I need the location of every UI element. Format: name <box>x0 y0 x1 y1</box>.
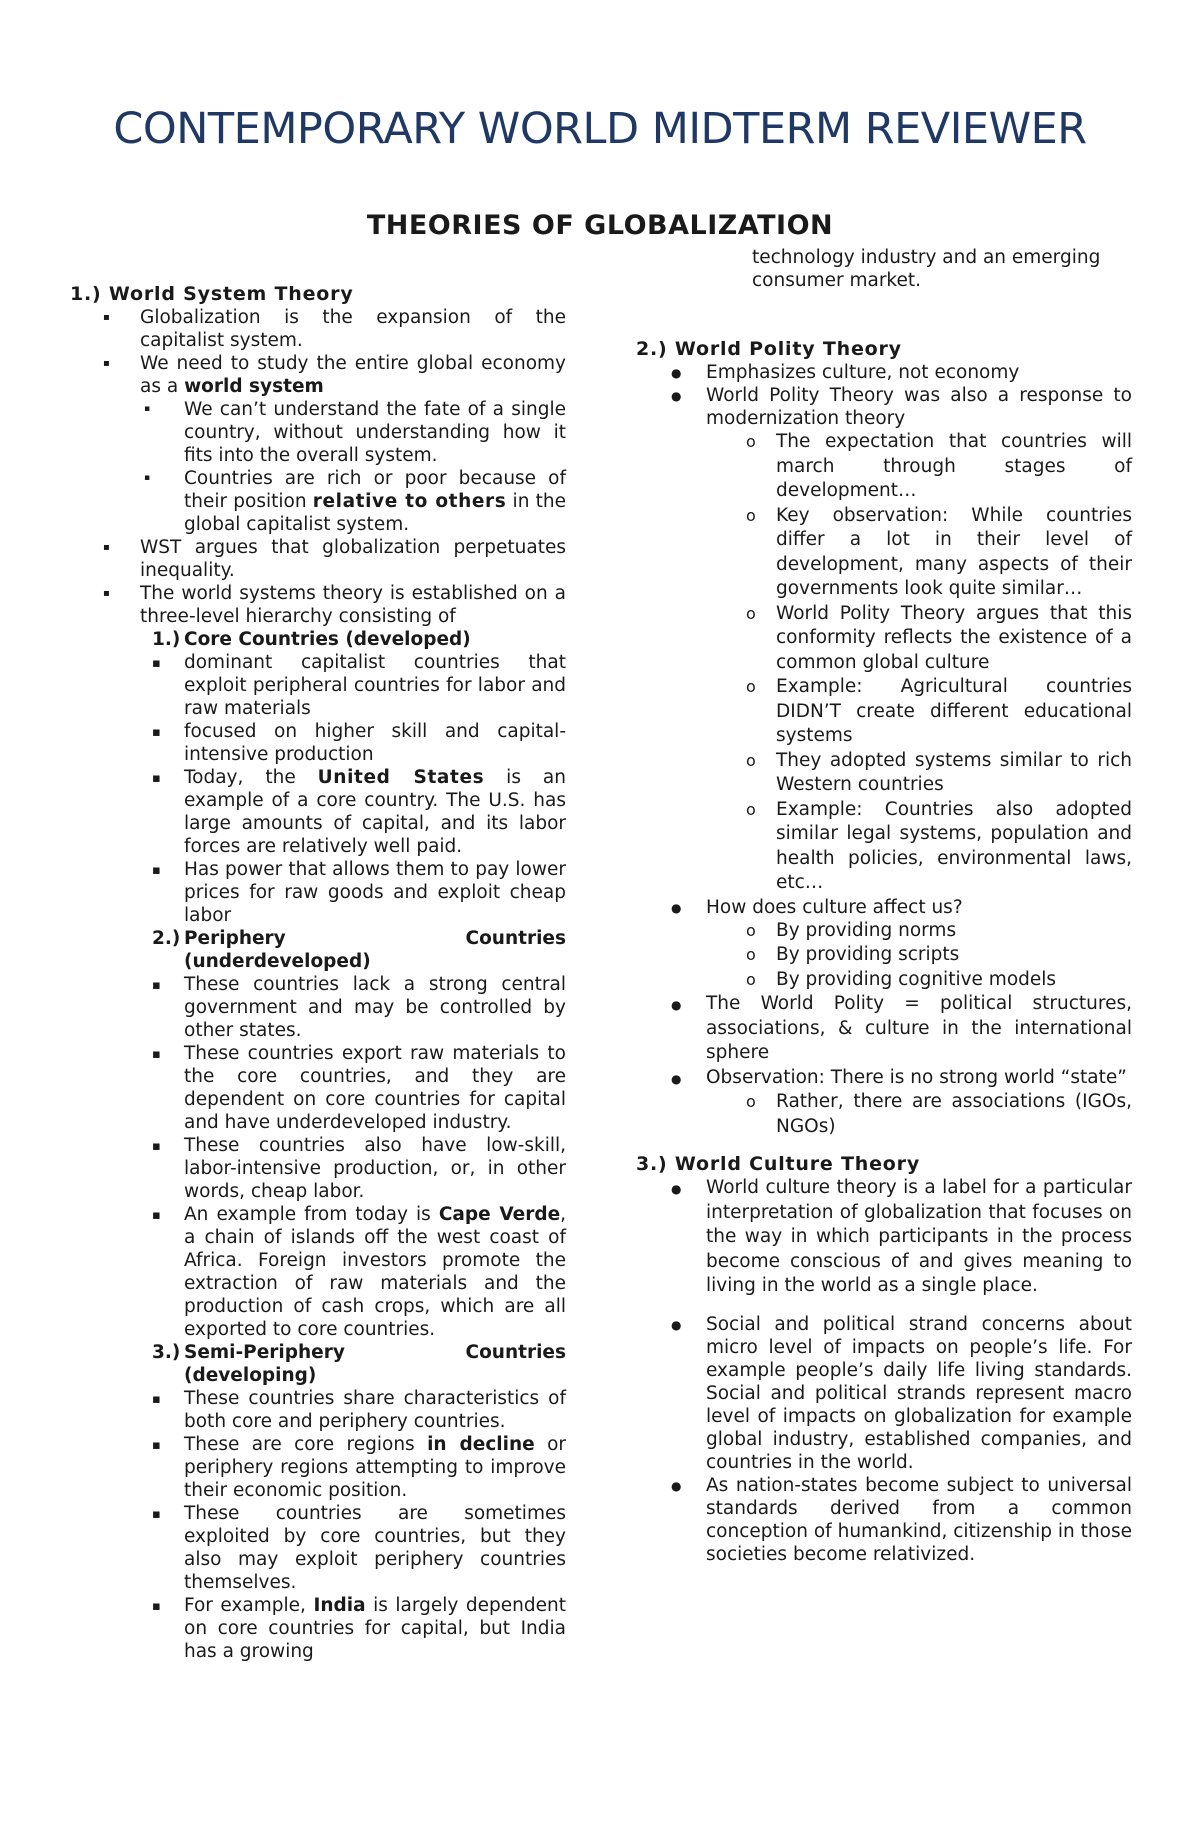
nested-list <box>636 919 1132 993</box>
list-item: ▪ For example, India is largely dependent on core countries for capital, but India has a growing <box>140 1594 566 1663</box>
nested-list <box>636 1090 1132 1139</box>
list-item: ▪ These countries are sometimes exploited by core countries, but they also may exploit periphery countries themselves. <box>140 1502 566 1594</box>
continued-text: technology industry and an emerging consumer market. <box>752 247 1101 291</box>
list-item: ▪ Countries are rich or poor because of their position relative to others in the global capitalist system. <box>184 467 566 536</box>
list-item: o World Polity Theory argues that this conformity reflects the existence of a common global culture <box>706 602 1132 676</box>
list-item: ▪ These countries also have low-skill, labor-intensive production, or, in other words, cheap labor. <box>140 1134 566 1203</box>
list-item: o By providing norms <box>706 919 1132 944</box>
semi-periphery-countries-list <box>140 1387 566 1663</box>
section-title: THEORIES OF GLOBALIZATION <box>366 210 834 241</box>
nested-list <box>636 430 1132 896</box>
list-item: ● How does culture affect us? o By providing norms o By providing scripts o By providing cognitive models <box>636 896 1132 993</box>
list-item: ▪ dominant capitalist countries that exploit peripheral countries for labor and raw materials <box>140 651 566 720</box>
right-column <box>636 246 1132 1566</box>
list-item: o By providing scripts <box>706 943 1132 968</box>
world-culture-theory-list <box>636 1176 1132 1566</box>
world-system-theory-list <box>70 306 566 628</box>
list-item: ▪ Has power that allows them to pay lower prices for raw goods and exploit cheap labor <box>140 858 566 927</box>
list-item: ● The World Polity = political structures, associations, & culture in the international sphere <box>636 992 1132 1066</box>
list-item: ▪ These are core regions in decline or periphery regions attempting to improve their economic position. <box>140 1433 566 1502</box>
list-item: ▪ These countries export raw materials to the core countries, and they are dependent on core countries for capital and have underdeveloped industry. <box>140 1042 566 1134</box>
world-culture-theory-heading: 3.) World Culture Theory <box>636 1153 921 1175</box>
list-item: ● As nation-states become subject to universal standards derived from a common conception of humankind, citizenship in those societies become relativized. <box>636 1474 1132 1566</box>
hierarchy-block <box>70 628 566 1663</box>
list-item: ● Emphasizes culture, not economy <box>636 361 1132 384</box>
list-item: ▪ These countries share characteristics of both core and periphery countries. <box>140 1387 566 1433</box>
world-system-theory-heading: 1.) World System Theory <box>70 283 354 305</box>
list-item: ▪ We need to study the entire global economy as a world system ▪ We can’t understand the fate of a single country, without understanding how it fits into the overall system. ▪ Countries are rich or poor because of their position relative to others in the global capitalist system. <box>70 352 566 536</box>
list-item: o They adopted systems similar to rich Western countries <box>706 749 1132 798</box>
core-countries-heading: 1.) Core Countries (developed) <box>152 629 471 650</box>
semi-periphery-countries-heading: 3.) Semi-Periphery Countries (developing) <box>152 1342 566 1386</box>
list-item: o Example: Agricultural countries DIDN’T create different educational systems <box>706 675 1132 749</box>
list-item: ● Social and political strand concerns about micro level of impacts on people’s life. For example people’s daily life living standards. Social and political strands represent macro level of impacts on globalization for example global industry, established companies, and countries in the world. <box>636 1313 1132 1474</box>
list-item: o Example: Countries also adopted similar legal systems, population and health policies, environmental laws, etc… <box>706 798 1132 896</box>
list-item: ▪ These countries lack a strong central government and may be controlled by other states. <box>140 973 566 1042</box>
list-item: ▪ An example from today is Cape Verde, a chain of islands off the west coast of Africa. Foreign investors promote the extraction of raw materials and the production of cash crops, which are all exported to core countries. <box>140 1203 566 1341</box>
list-item: o By providing cognitive models <box>706 968 1132 993</box>
list-item: ● Observation: There is no strong world “state” o Rather, there are associations (IGOs, NGOs) <box>636 1066 1132 1140</box>
list-item: ▪ WST argues that globalization perpetuates inequality. <box>70 536 566 582</box>
core-countries-list <box>140 651 566 927</box>
list-item: ▪ We can’t understand the fate of a single country, without understanding how it fits into the overall system. <box>184 398 566 467</box>
nested-list <box>184 398 566 536</box>
document-title: CONTEMPORARY WORLD MIDTERM REVIEWER <box>113 104 1087 154</box>
world-polity-theory-heading: 2.) World Polity Theory <box>636 338 902 360</box>
list-item: o The expectation that countries will march through stages of development… <box>706 430 1132 504</box>
periphery-countries-list <box>140 973 566 1341</box>
list-item: ● World culture theory is a label for a particular interpretation of globalization that focuses on the way in which participants in the process become conscious of and gives meaning to living in the world as a single place. <box>636 1176 1132 1299</box>
list-item: ▪ focused on higher skill and capital-intensive production <box>140 720 566 766</box>
list-item: o Rather, there are associations (IGOs, NGOs) <box>706 1090 1132 1139</box>
world-polity-theory-list <box>636 361 1132 1139</box>
list-item: ▪ The world systems theory is established on a three-level hierarchy consisting of <box>70 582 566 628</box>
left-column <box>70 283 566 1663</box>
list-item: ▪ Today, the United States is an example of a core country. The U.S. has large amounts of capital, and its labor forces are relatively well paid. <box>140 766 566 858</box>
list-item: ● World Polity Theory was also a response to modernization theory o The expectation that countries will march through stages of development… o Key observation: While countries differ a lot in their level of development, many aspects of their governments look quite similar… o World Polity Theory argues that this conformity reflects the existence of a common global culture o Example: Agricultural countries DIDN’T create different educational systems o They adopted systems similar to rich Western countries o Example: Countries also adopted similar legal systems, population and health policies, environmental laws, etc… <box>636 384 1132 896</box>
periphery-countries-heading: 2.) Periphery Countries (underdeveloped) <box>152 928 566 972</box>
list-item: o Key observation: While countries differ a lot in their level of development, many aspects of their governments look quite similar… <box>706 504 1132 602</box>
list-item: ▪ Globalization is the expansion of the capitalist system. <box>70 306 566 352</box>
